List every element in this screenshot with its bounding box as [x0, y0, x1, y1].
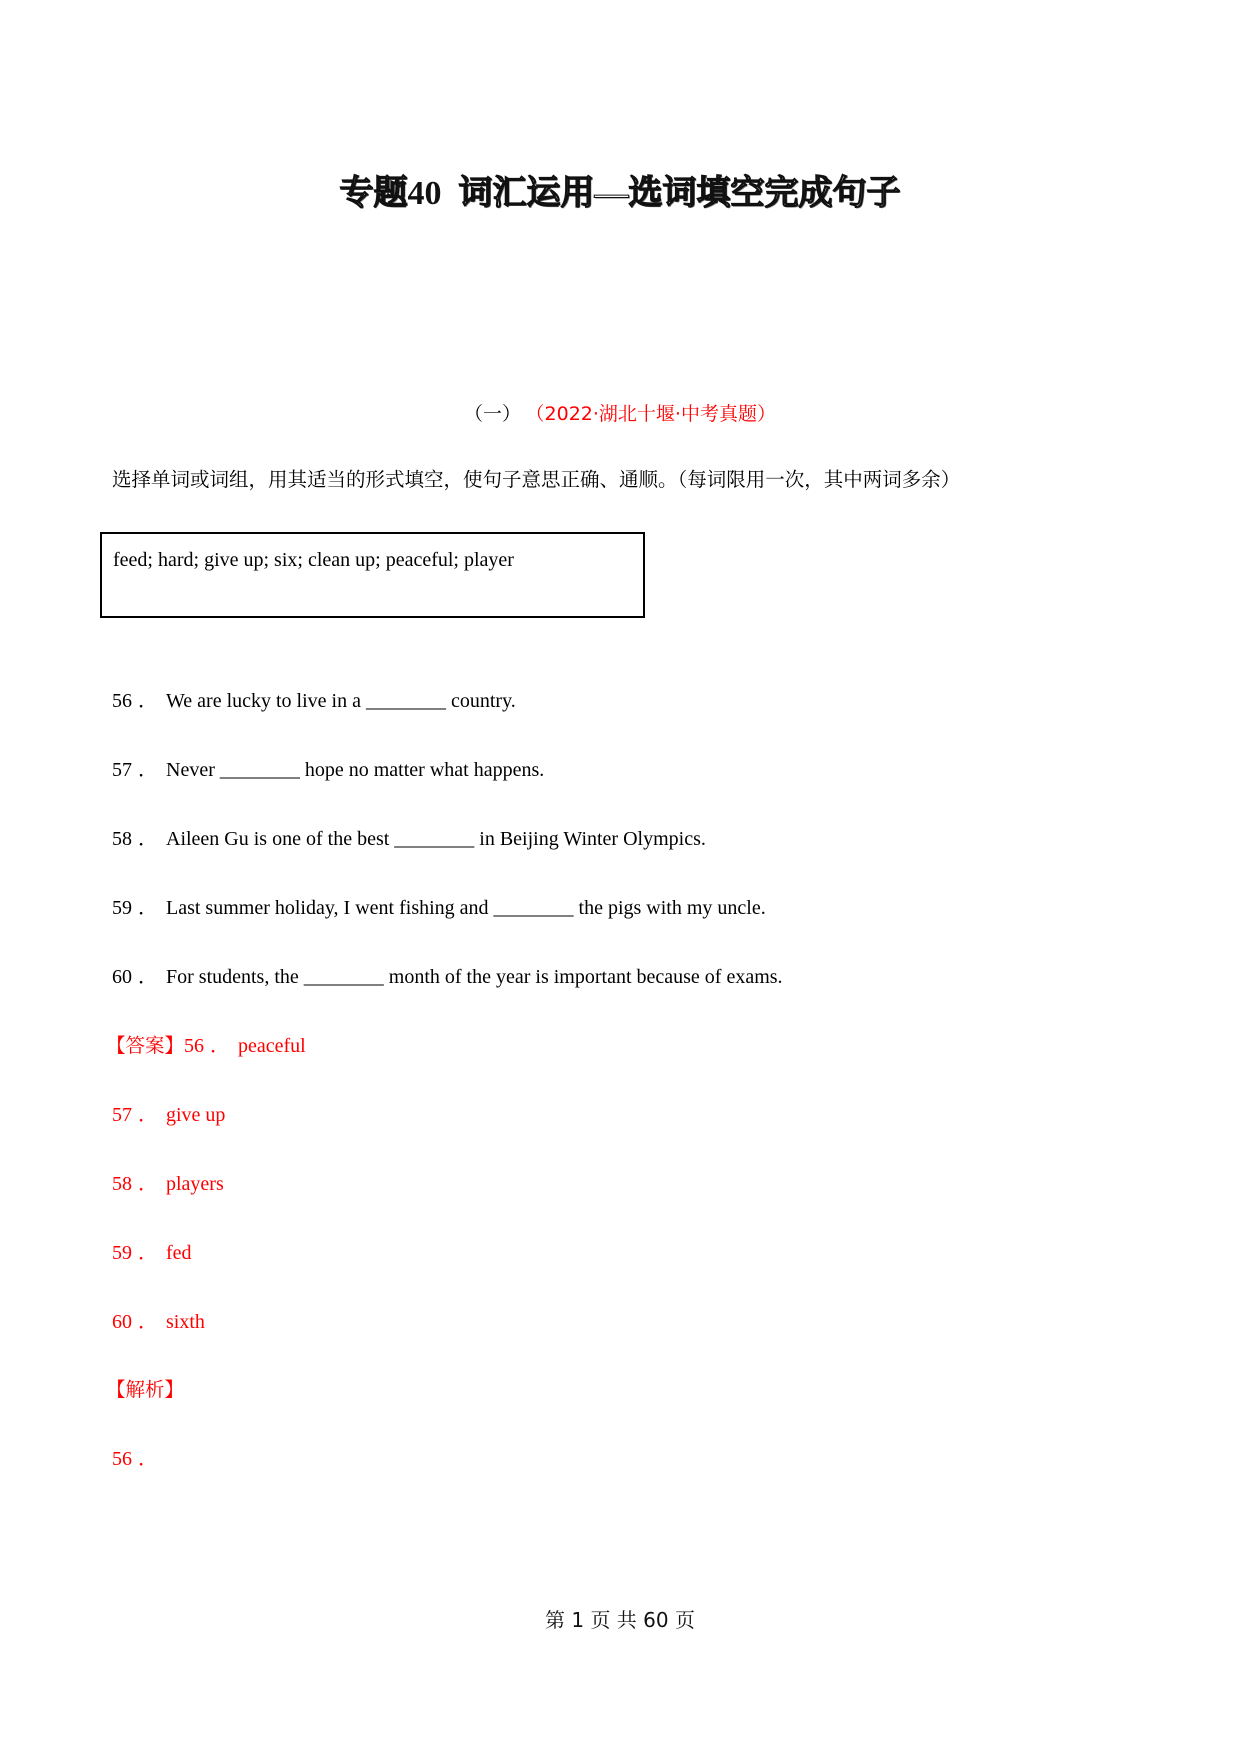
answer-number: 57 — [112, 1104, 132, 1126]
page-title — [0, 170, 1240, 218]
analysis-dot: ． — [138, 1446, 158, 1470]
question-number: 59 — [112, 897, 132, 919]
title-suffix: 词汇运用—选词填空完成句子 — [458, 175, 901, 212]
question-text: Never ________ hope no matter what happens. — [166, 759, 545, 781]
word-bank-text: feed; hard; give up; six; clean up; peaceful; player — [113, 549, 514, 571]
instruction-text: 选择单词或词组，用其适当的形式填空，使句子意思正确、通顺。（每词限用一次，其中两词多余） — [112, 468, 961, 491]
analysis-number: 56 — [112, 1448, 132, 1470]
answer-57 — [112, 1100, 225, 1129]
question-59 — [112, 893, 766, 922]
answer-dot: ． — [138, 1240, 158, 1264]
answer-dot: ． — [138, 1171, 158, 1195]
question-dot: ． — [138, 964, 158, 988]
analysis-heading — [106, 1376, 185, 1404]
answer-dot: ． — [138, 1102, 158, 1126]
question-text: We are lucky to live in a ________ country. — [166, 690, 516, 712]
question-dot: ． — [138, 688, 158, 712]
question-number: 58 — [112, 828, 132, 850]
analysis-56 — [112, 1444, 166, 1473]
answer-59 — [112, 1238, 192, 1267]
word-bank-box — [100, 532, 645, 618]
answer-text: sixth — [166, 1311, 205, 1333]
question-number: 57 — [112, 759, 132, 781]
answer-text: fed — [166, 1242, 192, 1264]
answer-text: give up — [166, 1104, 226, 1126]
question-number: 56 — [112, 690, 132, 712]
answer-text: players — [166, 1173, 224, 1195]
question-text: Aileen Gu is one of the best ________ in Beijing Winter Olympics. — [166, 828, 706, 850]
answer-label: 【答案】 — [106, 1034, 185, 1057]
section-source: （2022·湖北十堰·中考真题） — [535, 403, 776, 425]
answer-58 — [112, 1169, 224, 1198]
question-58 — [112, 824, 706, 853]
answer-number: 59 — [112, 1242, 132, 1264]
title-number: 40 — [407, 175, 442, 212]
answer-number: 56 — [184, 1035, 205, 1057]
title-prefix: 专题 — [339, 175, 408, 212]
question-number: 60 — [112, 966, 132, 988]
question-text: Last summer holiday, I went fishing and ________ the pigs with my uncle. — [166, 897, 766, 919]
answer-text: peaceful — [238, 1035, 306, 1057]
question-dot: ． — [138, 895, 158, 919]
question-dot: ． — [138, 826, 158, 850]
answer-number: 60 — [112, 1311, 132, 1333]
section-heading — [0, 398, 1240, 430]
question-56 — [112, 686, 516, 715]
answer-60 — [112, 1307, 205, 1336]
answer-56 — [106, 1031, 306, 1060]
question-60 — [112, 962, 783, 991]
section-label: （一） — [464, 403, 522, 425]
answer-number: 58 — [112, 1173, 132, 1195]
question-dot: ． — [138, 757, 158, 781]
question-text: For students, the ________ month of the year is important because of exams. — [166, 966, 783, 988]
answer-dot: ． — [210, 1033, 231, 1057]
question-57 — [112, 755, 544, 784]
page-footer: 第 1 页 共 60 页 — [545, 1608, 695, 1632]
analysis-label: 【解析】 — [106, 1378, 185, 1401]
answer-dot: ． — [138, 1309, 158, 1333]
